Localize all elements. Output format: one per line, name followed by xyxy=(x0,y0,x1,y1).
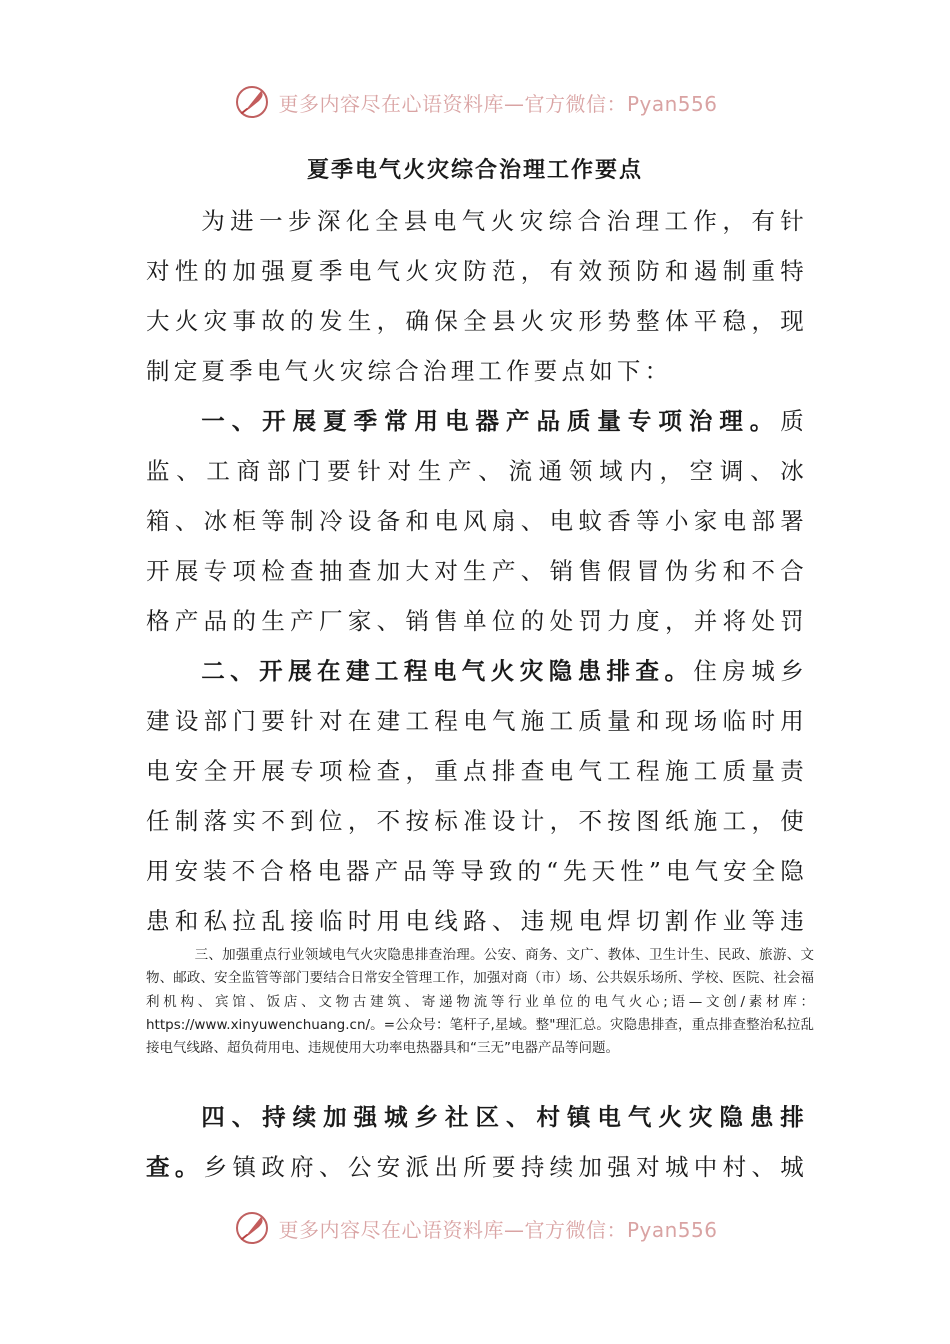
intro-paragraph: 为进一步深化全县电气火灾综合治理工作，有针对性的加强夏季电气火灾防范，有效预防和遏制重特大火灾事故的发生，确保全县火灾形势整体平稳，现制定夏季电气火灾综合治理工作要点如下： xyxy=(146,207,808,385)
quill-logo-icon xyxy=(232,1208,272,1248)
section-4-paragraph xyxy=(146,1092,808,1192)
watermark-footer xyxy=(0,1206,950,1250)
watermark-footer-text: 更多内容尽在心语资料库—官方微信：Pyan556 xyxy=(278,1217,718,1242)
watermark-header-text: 更多内容尽在心语资料库—官方微信：Pyan556 xyxy=(278,91,718,116)
document-title: 夏季电气火灾综合治理工作要点 xyxy=(306,157,643,183)
watermark-header xyxy=(0,80,950,124)
section-4-heading: 四、持续加强城乡社区、村镇电气火灾隐患排查。 xyxy=(146,1103,808,1181)
section-4-body: 乡镇政府、公安派出所要持续加强对城中村、城 xyxy=(203,1153,808,1181)
section-3-paragraph: 三、加强重点行业领域电气火灾隐患排查治理。公安、商务、文广、教体、卫生计生、民政、旅游、文物、邮政、安全监管等部门要结合日常安全管理工作，加强对商（市）场、公共娱乐场所、学校、医院、社会福利机构、宾馆、饭店、文物古建筑、寄递物流等行业单位的电气火心;语—文创/素材库：https://www.xinyuwenchuang.cn/。=公众号：笔杆子,星域。整"理汇总。灾隐患排查，重点排查整治私拉乱接电气线路、超负荷用电、违规使用大功率电热器具和“三无”电器产品等问题。 xyxy=(146,947,814,1057)
section-2-body: 住房城乡建设部门要针对在建工程电气施工质量和现场临时用电安全开展专项检查，重点排查电气工程施工质量责任制落实不到位，不按标准设计，不按图纸施工，使用安装不合格电器产品等导致的“先天性”电气安全隐患和私拉乱接临时用电线路、违规电焊切割作业等违 xyxy=(146,657,808,935)
section-1-heading: 一、开展夏季常用电器产品质量专项治理。 xyxy=(201,407,781,435)
section-1-body: 质监、工商部门要针对生产、流通领域内，空调、冰箱、冰柜等制冷设备和电风扇、电蚊香等小家电部署开展专项检查抽查加大对生产、销售假冒伪劣和不合格产品的生产厂家、销售单位的处罚力度，并将处罚 xyxy=(146,407,808,635)
section-1-paragraph xyxy=(146,396,808,646)
quill-logo-icon xyxy=(232,82,272,122)
section-2-heading: 二、开展在建工程电气火灾隐患排查。 xyxy=(201,657,694,685)
section-2-paragraph xyxy=(146,646,808,946)
